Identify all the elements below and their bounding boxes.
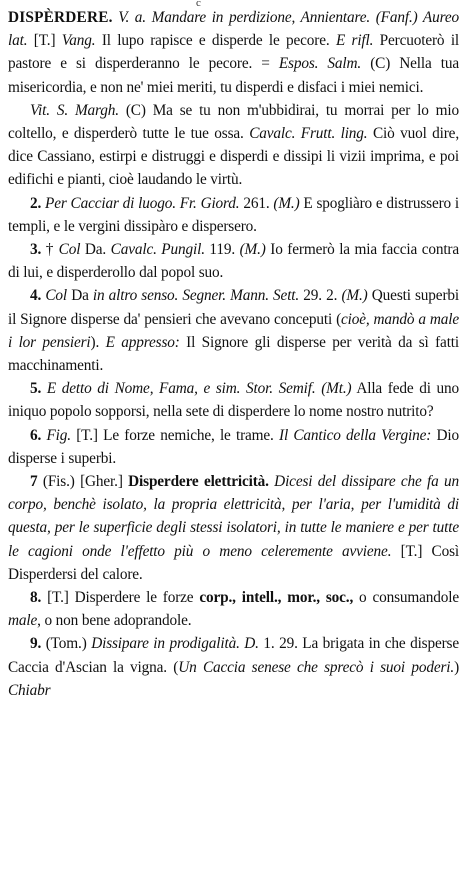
text-run: Questi superbi il Signore disperse da' pensieri che avevano conceputi ( — [8, 287, 459, 328]
italic-run: Per Cacciar di luogo. Fr. Giord. — [45, 194, 240, 212]
bold-run: 3. — [30, 241, 46, 259]
bold-run: 2. — [30, 194, 46, 212]
text-run: , o non bene adoprandole. — [37, 612, 192, 630]
entry-paragraph-p0 — [8, 6, 459, 99]
italic-run: Dicesi del dissipare che fa un corpo, benchè isolato, la propria elettricità, per l'aria, per l'umidità di questa, per le superficie degli stessi isolatori, in tutte le maniere e per tutte le cagioni onde l'effetto più o meno celeremente avviene. — [8, 473, 459, 560]
italic-run: Vit. S. Margh. — [30, 101, 119, 119]
italic-run: Cavalc. Pungil. — [110, 241, 205, 259]
italic-run: Vang. — [61, 32, 96, 50]
italic-run: in altro senso. Segner. Mann. Sett. — [92, 287, 300, 305]
text-run: ). — [90, 333, 106, 351]
dictionary-entry — [8, 6, 459, 702]
text-run: 1. 29. La brigata in che disperse Caccia d'Ascian la vigna. ( — [8, 635, 460, 676]
text-run: E spogliàro e distrussero i templi, e le vergini dissipàro e dispersero. — [8, 194, 459, 235]
text-run: † — [45, 241, 59, 259]
italic-run: Il Cantico della Vergine: — [279, 426, 432, 444]
text-run: Alla fede di uno iniquo popolo sopporsi, nella sete di disperdere lo nome nostro nutrito? — [8, 380, 459, 421]
text-run: [T.] Così Disperdersi del calore. — [8, 542, 459, 583]
italic-run: (M.) — [239, 241, 266, 259]
text-run: [T.] — [33, 32, 62, 50]
italic-run: E rifl. — [335, 32, 374, 50]
text-run: o consumandole — [353, 589, 459, 607]
entry-paragraph-p6 — [8, 424, 459, 470]
bold-run: 8. — [30, 589, 48, 607]
bold-run: Disperdere elettricità. — [128, 473, 269, 491]
text-run: Il lupo rapisce e disperde le pecore. — [95, 32, 336, 50]
italic-run: Fig. — [46, 426, 71, 444]
bold-run: corp., intell., mor., soc., — [199, 589, 354, 607]
bold-run: 9. — [30, 635, 46, 653]
text-run: Da. — [80, 241, 111, 259]
text-run: Il Signore gli disperse per verità da sì fatti macchinamenti. — [8, 333, 459, 375]
italic-run: (M.) — [341, 287, 368, 305]
text-run: Io fermerò la mia faccia contra di lui, e disperderollo dal popol suo. — [8, 241, 460, 282]
bold-run: 7 — [30, 473, 43, 491]
entry-paragraph-p3 — [8, 238, 459, 284]
italic-run: Col — [58, 241, 81, 259]
italic-run: Un Caccia senese che sprecò i suoi poderi. — [178, 658, 455, 676]
text-run: Ciò vuol dire, dice Cassiano, estirpi e distruggi e disperdi e dissipi li vizii imprima, e poi edifichi e pianti, cioè laudando le virtù. — [8, 125, 459, 189]
entry-paragraph-p1 — [8, 99, 459, 192]
italic-run: Cavalc. Frutt. ling. — [249, 125, 368, 143]
text-run: [T.] Le forze nemiche, le trame. — [70, 426, 280, 444]
entry-paragraph-p2 — [8, 192, 459, 238]
text-run: 261. — [239, 194, 274, 212]
bold-run: 6. — [30, 426, 47, 444]
text-run: 119. — [204, 241, 240, 259]
text-run: Percuoterò il pastore e si disperderanno le pecore. = — [8, 32, 460, 73]
italic-run: Col — [45, 287, 68, 305]
text-run: (Fis.) [Gher.] — [42, 473, 129, 491]
italic-run: male — [8, 612, 38, 630]
italic-run: (M.) — [273, 194, 300, 212]
italic-run: Chiabr — [8, 681, 51, 699]
entry-paragraph-p7 — [8, 470, 459, 586]
bold-run: 4. — [30, 287, 46, 305]
italic-run: E detto di Nome, Fama, e sim. Stor. Semif. (Mt.) — [46, 380, 352, 398]
text-run: 29. 2. — [299, 287, 342, 305]
text-run: (C) Ma se tu non m'ubbidirai, tu morrai per lo mio coltello, e disperderò tutte le tue ossa. — [8, 101, 459, 143]
text-run: Dio disperse i superbi. — [8, 426, 459, 467]
headword: DISPÈRDERE. — [8, 9, 113, 26]
italic-run: Dissipare in prodigalità. D. — [91, 635, 259, 653]
entry-paragraph-p8 — [8, 586, 459, 632]
italic-run: V. a. Mandare in perdizione, Annientare. (Fanf.) Aureo lat. — [8, 9, 459, 50]
text-run: ) — [454, 658, 460, 676]
bold-run: 5. — [30, 380, 47, 398]
italic-run: Espos. Salm. — [278, 55, 362, 73]
text-run: [T.] Disperdere le forze — [47, 589, 200, 607]
entry-paragraph-p4 — [8, 284, 459, 377]
entry-paragraph-p9 — [8, 632, 459, 702]
text-run: Da — [67, 287, 93, 305]
corner-mark: c — [196, 0, 201, 9]
entry-paragraph-p5 — [8, 377, 459, 423]
italic-run: cioè, mandò a male i lor pensieri — [8, 310, 459, 351]
text-run: (Tom.) — [45, 635, 92, 653]
text-run: (C) Nella tua misericordia, e non ne' miei meriti, tu disperdi e disfaci i miei nemici. — [8, 55, 459, 96]
italic-run: E appresso: — [105, 333, 180, 351]
